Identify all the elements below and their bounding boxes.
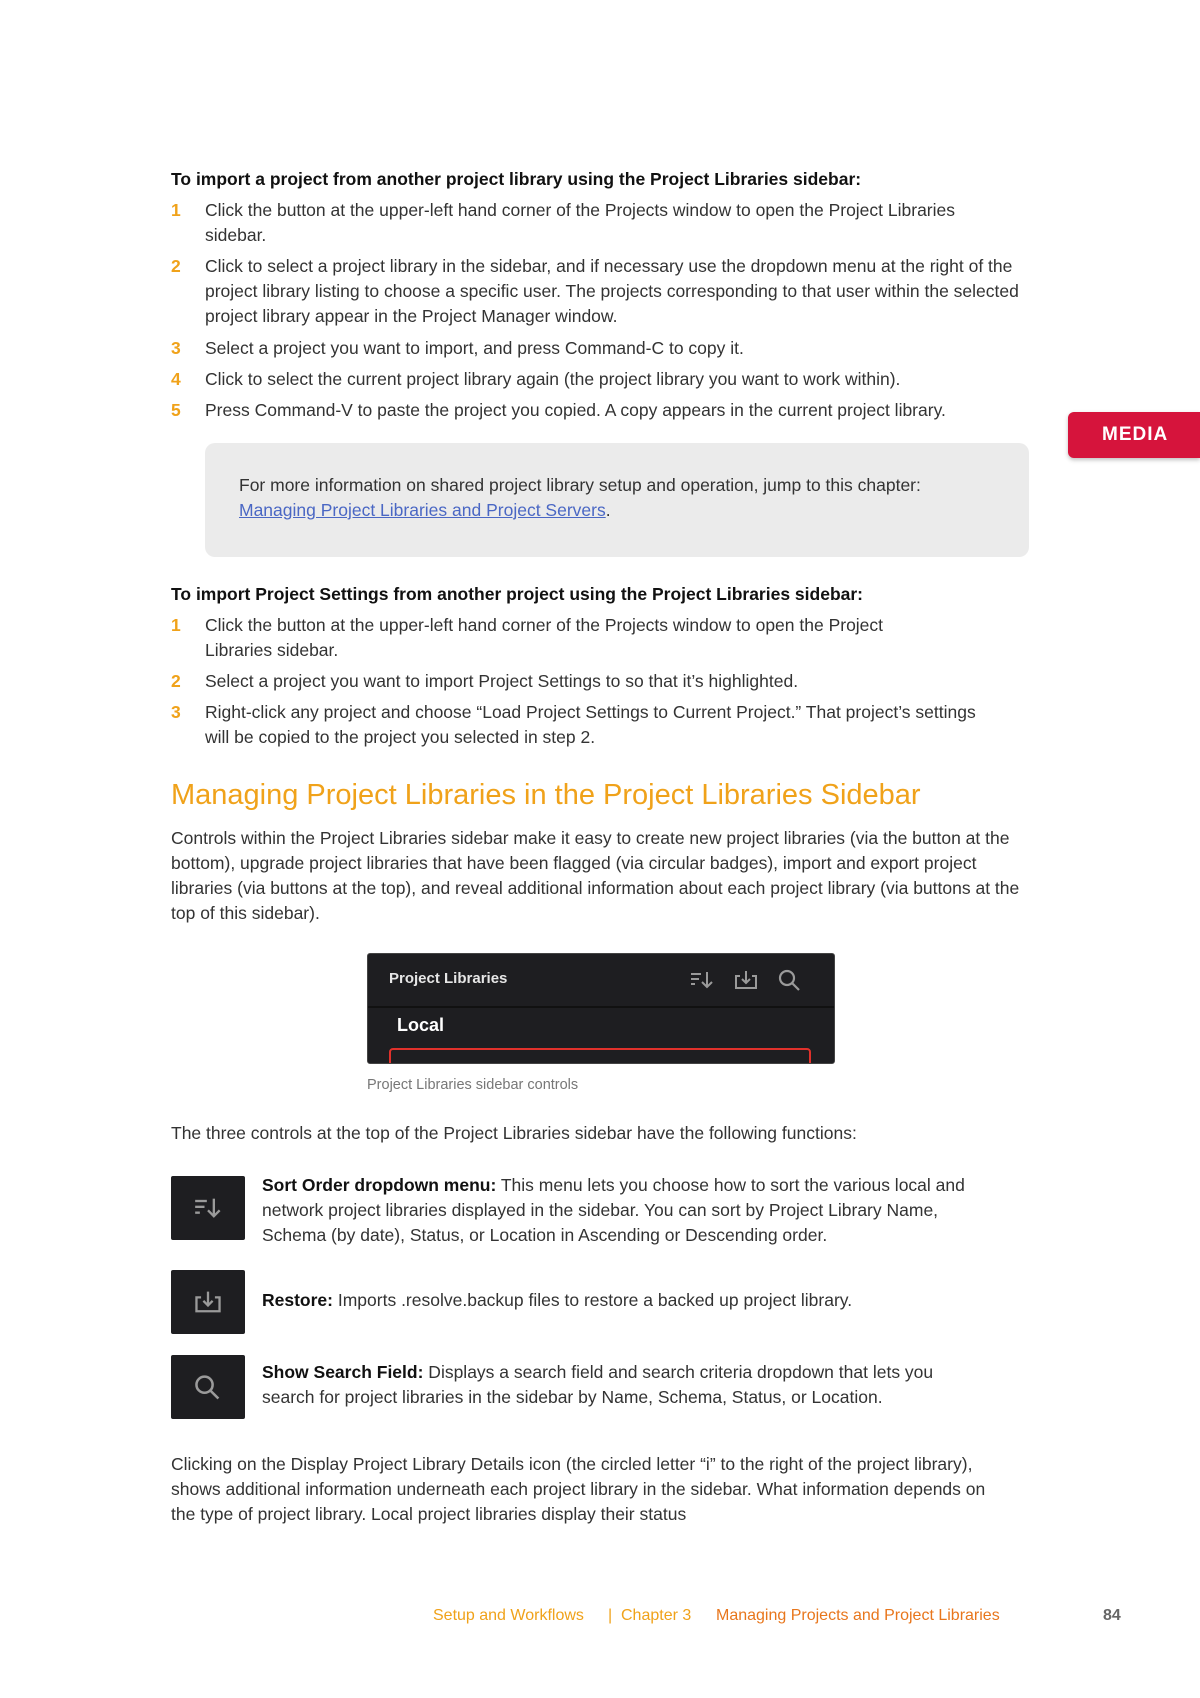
restore-icon[interactable] xyxy=(733,968,759,992)
sidebar-title: Project Libraries xyxy=(389,970,508,987)
media-side-tab[interactable]: MEDIA xyxy=(1068,412,1200,458)
step-text: Click to select the current project library again (the project library you want to work within). xyxy=(205,369,901,389)
list-item xyxy=(171,398,1031,423)
control-text: Imports .resolve.backup files to restore a backed up project library. xyxy=(333,1290,853,1310)
sidebar-screenshot xyxy=(367,953,835,1064)
step-text: Click to select a project library in the sidebar, and if necessary use the dropdown menu at the right of the project library listing to choose a specific user. The projects corresponding to that user within the selected project library appear in the Project Manager window. xyxy=(205,256,1019,326)
step-number: 2 xyxy=(171,671,181,691)
selected-library-outline[interactable] xyxy=(389,1048,811,1064)
search-icon[interactable] xyxy=(777,968,803,992)
note-box xyxy=(205,443,1029,557)
sort-icon xyxy=(171,1176,245,1240)
controls-intro: The three controls at the top of the Project Libraries sidebar have the following functions: xyxy=(171,1123,857,1143)
footer-chapter: Chapter 3 xyxy=(621,1607,692,1624)
control-description xyxy=(262,1360,982,1410)
note-body: For more information on shared project library setup and operation, jump to this chapter: xyxy=(239,475,921,495)
control-label: Sort Order dropdown menu: xyxy=(262,1175,497,1195)
footer-chapter-title: Managing Projects and Project Libraries xyxy=(716,1607,1000,1624)
step-text: Click the button at the upper-left hand corner of the Projects window to open the Project Libraries sidebar. xyxy=(205,200,956,245)
step-number: 5 xyxy=(171,400,181,420)
local-label: Local xyxy=(397,1015,445,1035)
closing-paragraph: Clicking on the Display Project Library Details icon (the circled letter “i” to the right of the project library), shows additional information underneath each project library in the sidebar. What information depends on the type of project library. Local project libraries display their status xyxy=(171,1454,986,1524)
chapter-link[interactable]: Managing Project Libraries and Project Servers xyxy=(239,500,606,520)
list-item xyxy=(171,367,1031,392)
step-number: 1 xyxy=(171,615,181,635)
step-number: 2 xyxy=(171,256,181,276)
list-item xyxy=(171,669,1031,694)
step-text: Click the button at the upper-left hand corner of the Projects window to open the Project Libraries sidebar. xyxy=(205,615,884,660)
footer-separator: | xyxy=(608,1607,613,1624)
note-text xyxy=(239,473,1029,523)
list-item xyxy=(171,254,1031,329)
sidebar-header xyxy=(368,954,834,1008)
note-period: . xyxy=(605,500,611,520)
footer-section: Setup and Workflows xyxy=(433,1607,584,1624)
control-description xyxy=(262,1173,982,1248)
search-icon xyxy=(171,1355,245,1419)
figure-caption: Project Libraries sidebar controls xyxy=(367,1077,579,1093)
list-item xyxy=(171,198,1031,248)
list-item xyxy=(171,613,1031,663)
sort-icon[interactable] xyxy=(689,968,715,992)
section-title: Managing Project Libraries in the Project Libraries Sidebar xyxy=(171,779,921,811)
control-label: Show Search Field: xyxy=(262,1362,424,1382)
step-number: 3 xyxy=(171,702,181,722)
control-label: Restore: xyxy=(262,1290,333,1310)
step-number: 4 xyxy=(171,369,181,389)
step-number: 1 xyxy=(171,200,181,220)
list-item xyxy=(171,336,1031,361)
step-text: Select a project you want to import Project Settings to so that it’s highlighted. xyxy=(205,671,799,691)
control-text: This menu lets you choose how to sort the various local and network project libraries displayed in the sidebar. You can sort by Project Library Name, Schema (by date), Status, or Location in Ascending or Descending order. xyxy=(262,1175,965,1245)
intro-paragraph: Controls within the Project Libraries sidebar make it easy to create new project libraries (via the button at the bottom), upgrade project libraries that have been flagged (via circular badges), import and export project libraries (via buttons at the top), and reveal additional information about each project library (via buttons at the top of this sidebar). xyxy=(171,828,1020,923)
control-text: Displays a search field and search criteria dropdown that lets you search for project libraries in the sidebar by Name, Schema, Status, or Location. xyxy=(262,1362,934,1407)
page-number: 84 xyxy=(1103,1607,1121,1624)
section2-heading: To import Project Settings from another project using the Project Libraries sidebar: xyxy=(171,584,864,604)
list-item xyxy=(171,700,1031,750)
step-number: 3 xyxy=(171,338,181,358)
step-text: Right-click any project and choose “Load Project Settings to Current Project.” That project’s settings will be copied to the project you selected in step 2. xyxy=(205,702,976,747)
step-text: Press Command-V to paste the project you copied. A copy appears in the current project library. xyxy=(205,400,946,420)
control-description xyxy=(262,1288,982,1313)
restore-icon xyxy=(171,1270,245,1334)
section1-heading: To import a project from another project library using the Project Libraries sidebar: xyxy=(171,169,862,189)
step-text: Select a project you want to import, and press Command-C to copy it. xyxy=(205,338,744,358)
